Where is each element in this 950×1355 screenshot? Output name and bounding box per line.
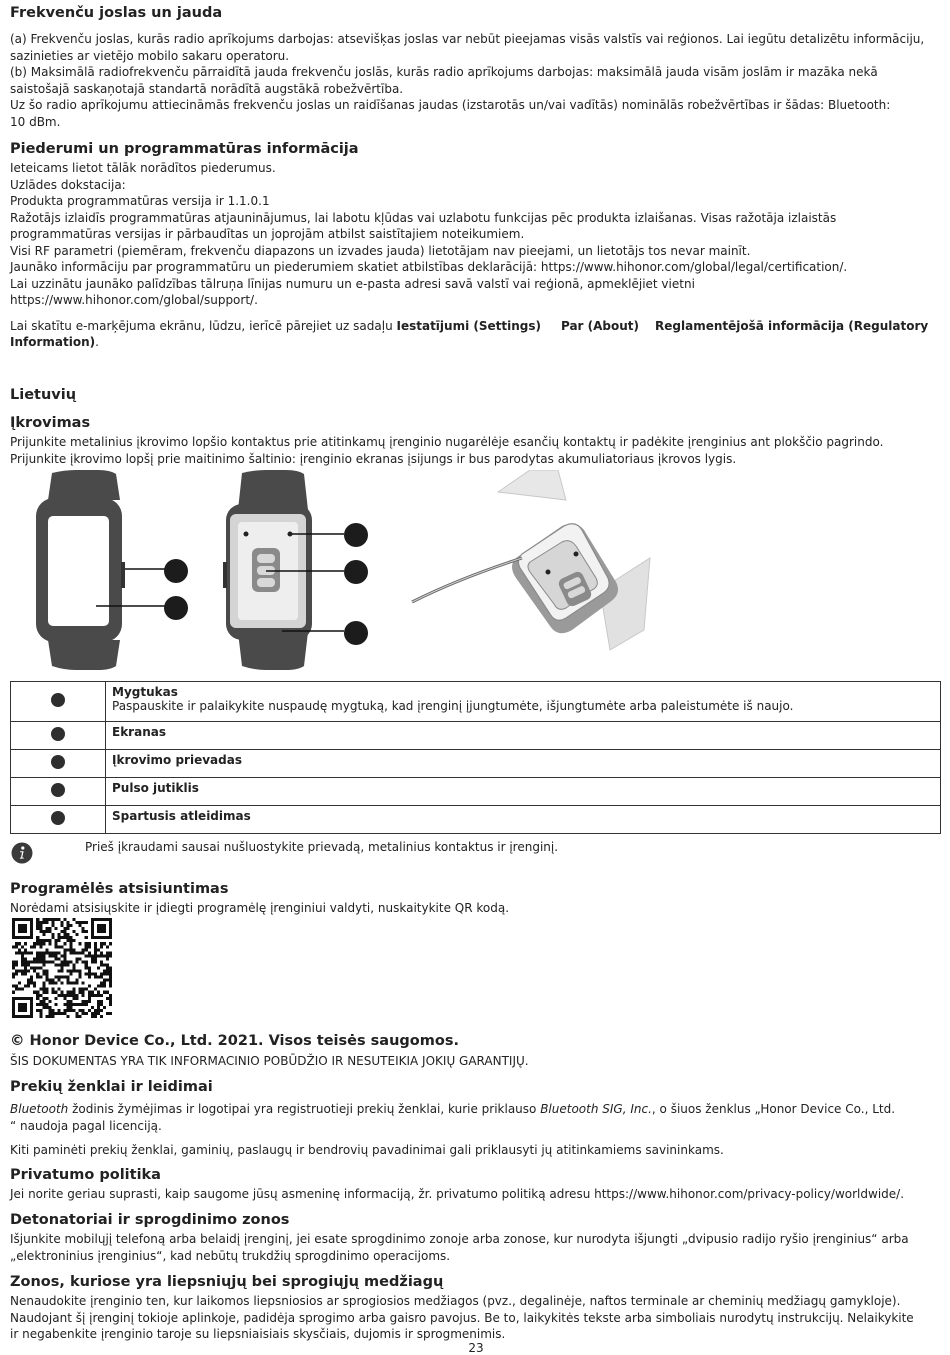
freq-line: sazinieties ar vietējo mobilo sakaru operatoru. <box>10 48 290 63</box>
trademarks-section <box>10 1078 942 1159</box>
freq-title: Frekvenču joslas un jauda <box>10 5 223 21</box>
part-marker-dot <box>51 755 65 769</box>
emark-regulatory: Reglamentējošā informācija (Regulatory <box>655 318 929 333</box>
freq-line: (a) Frekvenču joslas, kurās radio aprīkojums darbojas: atsevišķas joslas var nebūt pieejamas visās valstīs vai reģionos. Lai iegūtu detalizētu informāciju, <box>10 32 925 46</box>
part-description-cell <box>106 750 941 778</box>
emark-settings: Iestatījumi (Settings) <box>396 318 541 333</box>
flammable-zones-line: Nenaudokite įrenginio ten, kur laikomos liepsniosios ar sprogiosios medžiagos (pvz., degalinėje, naftos terminale ar cheminių medžiagų gamykloje). <box>10 1294 901 1308</box>
flammable-zones-title: Zonos, kuriose yra liepsniųjų bei sprogiųjų medžiagų <box>10 1274 444 1290</box>
copyright-section <box>10 1032 942 1070</box>
accessories-line: Lai uzzinātu jaunāko palīdzības tālruņa līnijas numuru un e-pasta adresi savā valstī vai reģionā, apmeklējiet vietni <box>10 276 695 291</box>
accessories-line: Jaunāko informāciju par programmatūru un piederumiem skatiet atbilstības deklarācijā: https://www.hihonor.com/global/legal/certification/. <box>10 260 848 274</box>
emark-about: Par (About) <box>560 318 640 333</box>
accessories-title: Piederumi un programmatūras informācija <box>10 141 359 157</box>
detonators-line: „elektroninius įrenginius“, kad nebūtų trukdžių sprogdinimo operacijoms. <box>10 1248 451 1263</box>
disclaimer-text: ŠIS DOKUMENTAS YRA TIK INFORMACINIO POBŪDŽIO IR NESUTEIKIA JOKIŲ GARANTIJŲ. <box>10 1054 529 1068</box>
emark-regulatory-2: Information) <box>10 335 96 349</box>
accessories-line: https://www.hihonor.com/global/support/. <box>10 293 258 307</box>
accessories-line: Produkta programmatūras versija ir 1.1.0.1 <box>10 194 270 208</box>
charging-line: Prijunkite metalinius įkrovimo lopšio kontaktus prie atitinkamų įrenginio nugarėlėje esančių kontaktų ir padėkite įrenginius ant plokščio pagrindo. <box>10 435 884 449</box>
detonators-line: Išjunkite mobilųjį telefoną arba belaidį įrenginį, jei esate sprogdinimo zonoje arba zonose, kur nurodyta išjungti „dvipusio radijo ryšio įrenginius“ arba <box>10 1232 909 1246</box>
part-marker-cell <box>11 682 106 722</box>
privacy-section <box>10 1166 942 1203</box>
emark-instruction <box>10 318 942 351</box>
freq-section <box>10 4 942 130</box>
table-row <box>11 806 941 834</box>
trademarks-text-part: , o šiuos ženklus „Honor Device Co., Ltd. <box>651 1102 896 1116</box>
note-text: Prieš įkraudami sausai nušluostykite prievadą, metalinius kontaktus ir įrenginį. <box>85 840 559 854</box>
part-marker-dot <box>51 693 65 707</box>
other-trademarks-text: Kiti paminėti prekių ženklai, gaminių, paslaugų ir bendrovių pavadinimai gali priklausyti jų atitinkamiems savininkams. <box>10 1143 724 1157</box>
emark-prefix: Lai skatītu e-marķējuma ekrānu, lūdzu, ierīcē pārejiet uz sadaļu <box>10 318 397 333</box>
accessories-line: Visi RF parametri (piemēram, frekvenču diapazons un izvades jauda) lietotājam nav pieejami, un lietotājs tos nevar mainīt. <box>10 243 751 258</box>
trademarks-text-part: žodinis žymėjimas ir logotipai yra registruotieji prekių ženklai, kurie priklauso <box>68 1102 541 1116</box>
part-name: Pulso jutiklis <box>112 781 199 795</box>
table-row <box>11 682 941 722</box>
trademarks-text <box>10 1101 942 1134</box>
language-heading: Lietuvių <box>10 387 77 403</box>
part-marker-dot <box>51 811 65 825</box>
app-download-text: Norėdami atsisiųskite ir įdiegti programėlę įrenginiui valdyti, nuskaitykite QR kodą. <box>10 901 510 915</box>
freq-line: 10 dBm. <box>10 114 61 129</box>
charging-section <box>10 414 942 467</box>
part-name: Mygtukas <box>112 685 178 699</box>
accessories-line: programmatūras versijas ir pārbaudītas un joprojām atbilst saistītajiem noteikumiem. <box>10 227 525 241</box>
freq-line: Uz šo radio aprīkojumu attiecināmās frekvenču joslas un raidīšanas jaudas (izstarotās un/vai vadītās) nominālās robežvērtības ir šādas: Bluetooth: <box>10 98 891 112</box>
trademarks-text-part: “ naudoja pagal licenciją. <box>10 1118 162 1133</box>
part-description: Paspauskite ir palaikykite nuspaudę mygtuką, kad įrenginį įjungtumėte, išjungtumėte arba paleistumėte iš naujo. <box>112 699 794 713</box>
part-marker-cell <box>11 750 106 778</box>
copyright-title: © Honor Device Co., Ltd. 2021. Visos teisės saugomos. <box>10 1033 459 1049</box>
trademarks-title: Prekių ženklai ir leidimai <box>10 1079 213 1095</box>
qr-code <box>12 918 112 1018</box>
part-marker-cell <box>11 722 106 750</box>
part-name: Ekranas <box>112 725 166 739</box>
charging-title: Įkrovimas <box>10 415 91 431</box>
privacy-text: Jei norite geriau suprasti, kaip saugome jūsų asmeninę informaciją, žr. privatumo politiką adresu https://www.hihonor.com/privacy-policy/worldwide/. <box>10 1187 905 1201</box>
accessories-line: Ražotājs izlaidīs programmatūras atjauninājumus, lai labotu kļūdas vai uzlabotu funkcijas pēc produkta izlaišanas. Visas ražotāja izlaistās <box>10 210 837 225</box>
flammable-zones-section <box>10 1273 942 1343</box>
band-front-view <box>36 470 188 670</box>
page-number: 23 <box>468 1341 484 1355</box>
privacy-title: Privatumo politika <box>10 1167 161 1183</box>
part-description-cell <box>106 778 941 806</box>
parts-table <box>10 681 941 834</box>
part-name: Įkrovimo prievadas <box>112 753 242 767</box>
table-row <box>11 778 941 806</box>
info-icon <box>11 842 33 864</box>
app-download-title: Programėlės atsisiuntimas <box>10 881 229 897</box>
part-description-cell <box>106 722 941 750</box>
band-back-view <box>223 470 368 670</box>
table-row <box>11 722 941 750</box>
part-description-cell <box>106 682 941 722</box>
part-name: Spartusis atleidimas <box>112 809 251 823</box>
bluetooth-sig-name: Bluetooth SIG, Inc. <box>540 1102 652 1116</box>
device-illustration <box>10 470 670 676</box>
detonators-title: Detonatoriai ir sprogdinimo zonos <box>10 1212 290 1228</box>
charging-cradle-view <box>412 470 650 650</box>
flammable-zones-line: Naudojant šį įrenginį tokioje aplinkoje, padidėja sprogimo arba gaisro pavojus. Be to, laikykitės tekste arba simboliais nurodytų instrukcijų. Nelaikykite <box>10 1310 914 1325</box>
language-heading-block <box>10 386 942 404</box>
part-marker-dot <box>51 727 65 741</box>
part-description-cell <box>106 806 941 834</box>
accessories-section <box>10 140 942 351</box>
accessories-line: Ieteicams lietot tālāk norādītos piederumus. <box>10 161 276 175</box>
bluetooth-word: Bluetooth <box>10 1102 69 1116</box>
freq-line: saistošajā saskaņotajā standartā norādītā augstākā robežvērtība. <box>10 81 404 96</box>
flammable-zones-line: ir negabenkite įrenginio taroje su liepsniaisiais skysčiais, dujomis ir sprogmenimis. <box>10 1327 506 1341</box>
part-marker-cell <box>11 778 106 806</box>
part-marker-cell <box>11 806 106 834</box>
emark-suffix: . <box>95 335 99 349</box>
freq-line: (b) Maksimālā radiofrekvenču pārraidītā jauda frekvenču joslās, kurās radio aprīkojums darbojas: maksimālā jauda visām joslām ir mazāka nekā <box>10 65 878 79</box>
table-row <box>11 750 941 778</box>
app-download-section <box>10 880 942 917</box>
detonators-section <box>10 1211 942 1264</box>
accessories-line: Uzlādes dokstacija: <box>10 177 126 192</box>
part-marker-dot <box>51 783 65 797</box>
charging-line: Prijunkite įkrovimo lopšį prie maitinimo šaltinio: įrenginio ekranas įsijungs ir bus parodytas akumuliatoriaus įkrovos lygis. <box>10 451 737 466</box>
